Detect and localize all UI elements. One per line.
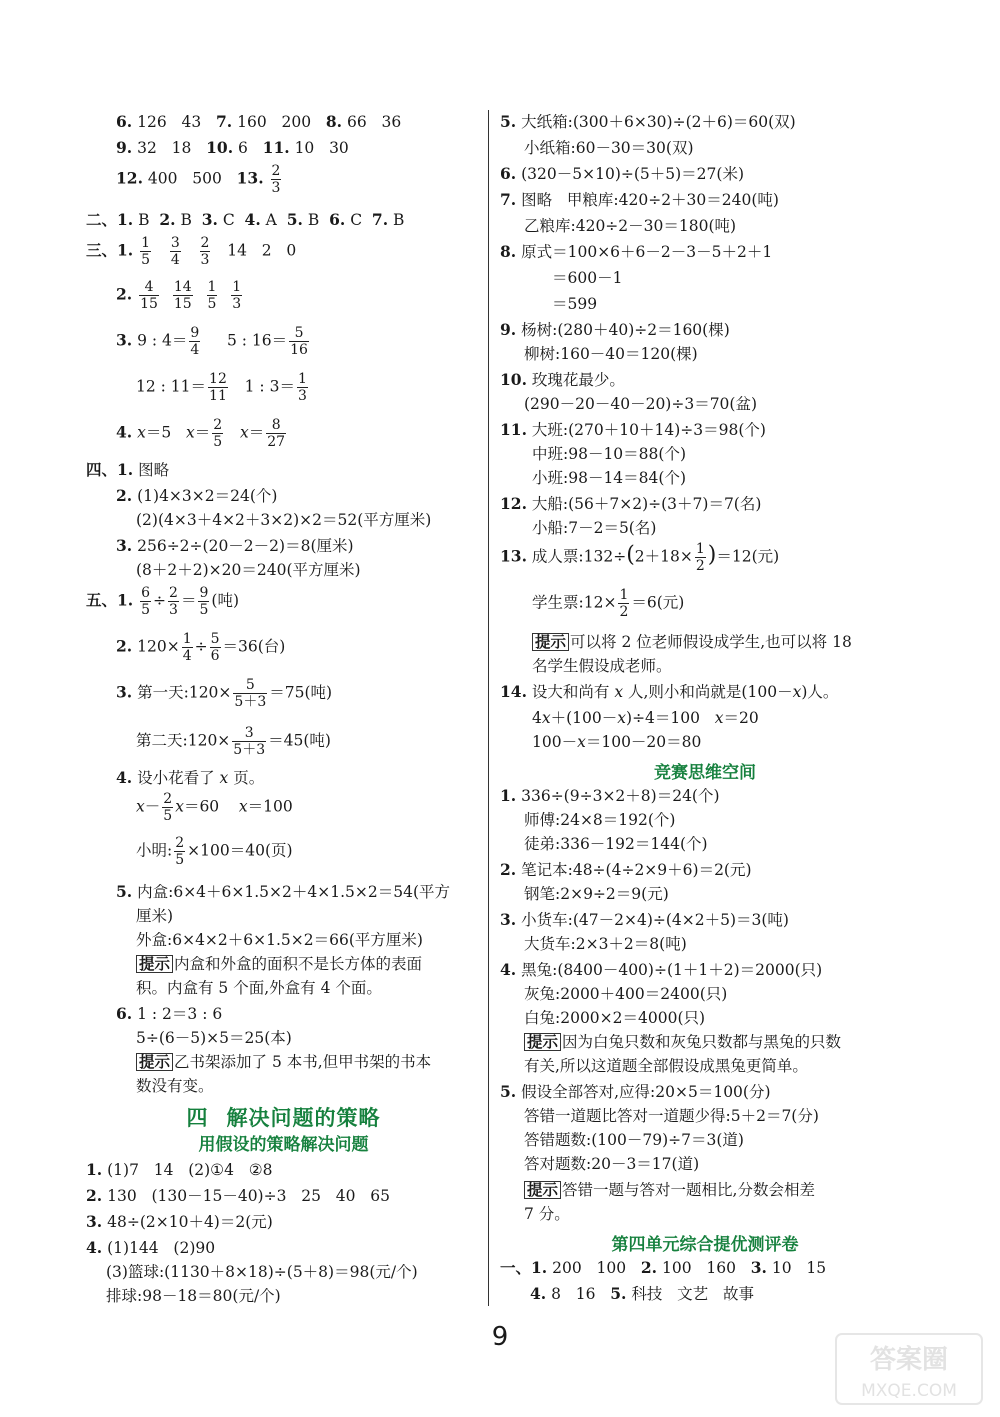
- answer-line: 钢笔:2×9÷2＝9(元): [524, 885, 669, 903]
- answer-line: 4. 设小花看了 x 页。: [116, 768, 265, 787]
- answer-line: (8＋2＋2)×20＝240(平方厘米): [136, 561, 361, 579]
- answer-line: 4. (1)144 (2)90: [86, 1238, 216, 1257]
- answer-line: (290－20－40－20)÷3＝70(盆): [524, 395, 758, 413]
- answer-line: 小明: $\frac{2}{5}$ ×100＝40(页): [136, 835, 293, 868]
- answer-line: 白兔:2000×2＝4000(只): [524, 1009, 706, 1027]
- answer-line: 14. 设大和尚有 x 人,则小和尚就是(100－x)人。: [500, 682, 839, 701]
- answer-line: 3. 256÷2÷(20－2－2)＝8(厘米): [116, 536, 354, 555]
- answer-line: 3. 第一天:120× $\frac{5}{5+3}$ ＝75(吨): [116, 677, 333, 710]
- column-divider: [488, 110, 489, 1306]
- answer-line: 11. 大班:(270＋10＋14)÷3＝98(个): [500, 420, 766, 439]
- answer-line: 柳树:160－40＝120(棵): [524, 345, 698, 363]
- answer-line: 徒弟:336－192＝144(个): [524, 835, 708, 853]
- answer-line: 6. (320－5×10)÷(5＋5)＝27(米): [500, 164, 744, 183]
- answer-line: 答对题数:20－3＝17(道): [524, 1155, 700, 1173]
- answer-line: x－ $\frac{2}{5}$ x＝60 x＝100: [136, 791, 293, 824]
- answer-line: 数没有变。: [136, 1077, 214, 1095]
- answer-line: 小纸箱:60－30＝30(双): [524, 139, 694, 157]
- answer-line: 答错题数:(100－79)÷7＝3(道): [524, 1131, 744, 1149]
- answer-line: 名学生假设成老师。: [532, 657, 672, 675]
- answer-line: 学生票:12× $\frac{1}{2}$ ＝6(元): [532, 587, 685, 620]
- svg-text:MXQE.COM: MXQE.COM: [861, 1381, 957, 1401]
- answer-line: 5. 内盒:6×4＋6×1.5×2＋4×1.5×2＝54(平方: [116, 882, 451, 901]
- answer-line: 2. 130 (130－15－40)÷3 25 40 65: [86, 1186, 390, 1205]
- answer-line: 大货车:2×3＋2＝8(吨): [524, 935, 687, 953]
- answer-line: 1. 336÷(9÷3×2＋8)＝24(个): [500, 786, 720, 805]
- answer-line: 乙粮库:420÷2－30＝180(吨): [524, 217, 737, 235]
- answer-line: 外盒:6×4×2＋6×1.5×2＝66(平方厘米): [136, 931, 423, 949]
- answer-line: 13. 成人票:132÷(2＋18× $\frac{1}{2}$ )＝12(元): [500, 541, 780, 574]
- answer-line: 提示 因为白兔只数和灰兔只数都与黑兔的只数: [524, 1032, 841, 1052]
- subsection-title: 第四单元综合提优测评卷: [611, 1235, 799, 1255]
- svg-text:答案圈: 答案圈: [869, 1345, 949, 1375]
- answer-line: 中班:98－10＝88(个): [532, 445, 686, 463]
- answer-line: 2. 120× $\frac{1}{4}$ ÷ $\frac{5}{6}$ ＝36(台): [116, 631, 286, 664]
- answer-line: 排球:98－18＝80(元/个): [106, 1287, 281, 1305]
- subsection-title: 竞赛思维空间: [654, 763, 756, 783]
- answer-line: 10. 玫瑰花最少。: [500, 370, 625, 389]
- answer-line: 6. 1 : 2＝3 : 6: [116, 1004, 223, 1023]
- answer-line: 四、1. 图略: [86, 460, 170, 479]
- answer-line: 5. 假设全部答对,应得:20×5＝100(分): [500, 1082, 771, 1101]
- answer-line: 师傅:24×8＝192(个): [524, 811, 676, 829]
- answer-line: (2)(4×3＋4×2＋3×2)×2＝52(平方厘米): [136, 511, 432, 529]
- answer-line: 有关,所以这道题全部假设成黑兔更简单。: [524, 1057, 808, 1075]
- answer-line: ＝600－1: [552, 269, 623, 287]
- answer-line: 3. 48÷(2×10＋4)＝2(元): [86, 1212, 273, 1231]
- answer-line: 3. 9 : 4＝ $\frac{9}{4}$ 5 : 16＝ $\frac{5}{16}$: [116, 325, 308, 358]
- answer-line: 小船:7－2＝5(名): [532, 519, 657, 537]
- answer-line: 9. 杨树:(280＋40)÷2＝160(棵): [500, 320, 730, 339]
- answer-line: 答错一道题比答对一道题少得:5＋2＝7(分): [524, 1107, 819, 1125]
- answer-line: 4x＋(100－x)÷4＝100 x＝20: [532, 709, 759, 727]
- answer-line: 积。内盒有 5 个面,外盒有 4 个面。: [136, 979, 382, 997]
- answer-line: 6. 126 43 7. 160 200 8. 66 36: [116, 112, 402, 131]
- answer-line: 8. 原式＝100×6＋6－2－3－5＋2＋1: [500, 242, 773, 261]
- answer-line: 灰兔:2000＋400＝2400(只): [524, 985, 728, 1003]
- page-number: 9: [491, 1322, 509, 1352]
- answer-line: 厘米): [136, 907, 174, 925]
- answer-line: 4. 黑兔:(8400－400)÷(1＋1＋2)＝2000(只): [500, 960, 823, 979]
- answer-line: 12. 大船:(56＋7×2)÷(3＋7)＝7(名): [500, 494, 762, 513]
- answer-line: 100－x＝100－20＝80: [532, 733, 702, 751]
- answer-line: 三、1. $\frac{1}{5}$ $\frac{3}{4}$ $\frac{2}{3}$ 14 2 0: [86, 235, 297, 268]
- subsection-title: 用假设的策略解决问题: [198, 1135, 369, 1155]
- answer-line: 12 : 11＝ $\frac{12}{11}$ 1 : 3＝ $\frac{1}{3}$: [136, 371, 307, 404]
- answer-line: 第二天:120× $\frac{3}{5+3}$ ＝45(吨): [136, 725, 331, 758]
- answer-line: 一、1. 200 100 2. 100 160 3. 10 15: [500, 1258, 827, 1277]
- answer-line: 3. 小货车:(47－2×4)÷(4×2＋5)＝3(吨): [500, 910, 789, 929]
- answer-line: 小班:98－14＝84(个): [532, 469, 686, 487]
- answer-line: 2. (1)4×3×2＝24(个): [116, 486, 278, 505]
- answer-line: 7 分。: [524, 1205, 570, 1223]
- answer-line: 提示 可以将 2 位老师假设成学生,也可以将 18: [532, 632, 852, 652]
- answer-line: 提示 内盒和外盒的面积不是长方体的表面: [136, 954, 422, 974]
- answer-line: 提示 乙书架添加了 5 本书,但甲书架的书本: [136, 1052, 431, 1072]
- watermark-logo: [834, 1330, 984, 1408]
- section-title: 四 解决问题的策略: [186, 1105, 381, 1130]
- answer-line: 12. 400 500 13. $\frac{2}{3}$: [116, 163, 281, 196]
- answer-line: 2. 笔记本:48÷(4÷2×9＋6)＝2(元): [500, 860, 752, 879]
- answer-line: 提示 答错一题与答对一题相比,分数会相差: [524, 1180, 815, 1200]
- answer-line: 二、1. B 2. B 3. C 4. A 5. B 6. C 7. B: [86, 210, 405, 229]
- answer-line: ＝599: [552, 295, 598, 313]
- answer-line: (3)篮球:(1130＋8×18)÷(5＋8)＝98(元/个): [106, 1263, 418, 1281]
- answer-line: 5. 大纸箱:(300＋6×30)÷(2＋6)＝60(双): [500, 112, 796, 131]
- answer-line: 1. (1)7 14 (2)①4 ②8: [86, 1160, 273, 1179]
- answer-line: 5÷(6－5)×5＝25(本): [136, 1029, 292, 1047]
- answer-line: 五、1. $\frac{6}{5}$ ÷ $\frac{2}{3}$ ＝ $\frac{9}{5}$ (吨): [86, 585, 240, 618]
- answer-line: 2. $\frac{4}{15}$ $\frac{14}{15}$ $\frac{1}{5}$ $\frac{1}{3}$: [116, 279, 242, 312]
- answer-line: 4. x＝5 x＝ $\frac{2}{5}$ x＝ $\frac{8}{27}$: [116, 417, 286, 450]
- answer-line: 4. 8 16 5. 科技 文艺 故事: [530, 1284, 754, 1303]
- answer-line: 9. 32 18 10. 6 11. 10 30: [116, 138, 349, 157]
- answer-line: 7. 图略 甲粮库:420÷2＋30＝240(吨): [500, 190, 779, 209]
